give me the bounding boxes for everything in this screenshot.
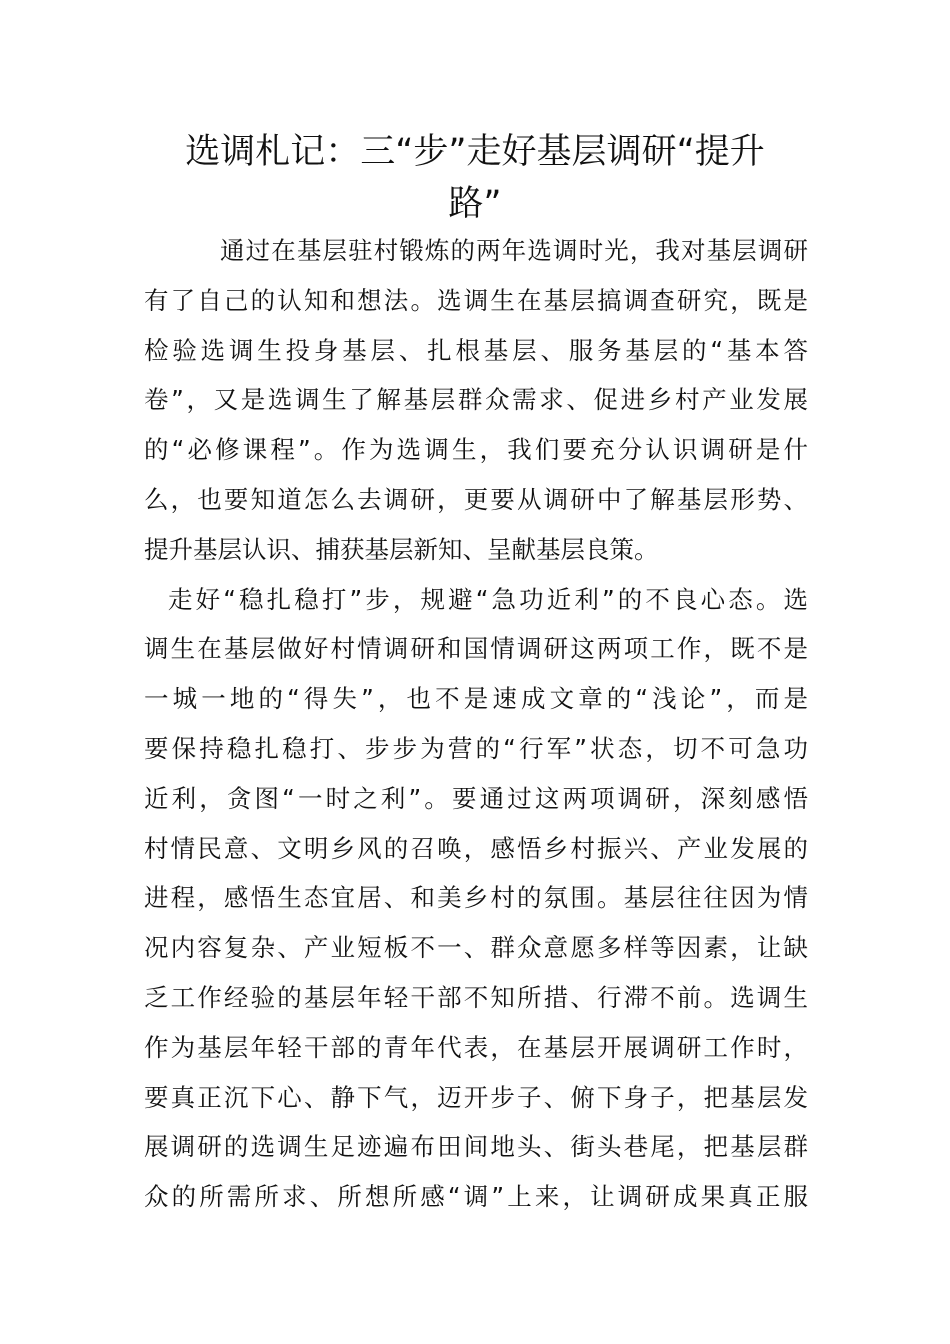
paragraph-step-one (144, 575, 808, 1222)
text-line: 村情民意、文明乡风的召唤，感悟乡村振兴、产业发展的 (144, 833, 808, 863)
document-body (144, 226, 808, 1222)
text-line: 众的所需所求、所想所感“调”上来，让调研成果真正服 (144, 1182, 808, 1212)
text-line: 要真正沉下心、静下气，迈开步子、俯下身子，把基层发 (144, 1082, 808, 1112)
text-line: 近利，贪图“一时之利”。要通过这两项调研，深刻感悟 (144, 783, 808, 813)
text-line: 乏工作经验的基层年轻干部不知所措、行滞不前。选调生 (144, 982, 808, 1012)
text-line: 展调研的选调生足迹遍布田间地头、街头巷尾，把基层群 (144, 1132, 808, 1162)
text-line: 提升基层认识、捕获基层新知、呈献基层良策。 (144, 534, 659, 564)
title-line-1: 选调札记：三“步”走好基层调研“提升 (185, 132, 765, 172)
text-line: 一城一地的“得失”，也不是速成文章的“浅论”，而是 (144, 684, 808, 714)
text-line: 况内容复杂、产业短板不一、群众意愿多样等因素，让缺 (144, 933, 808, 963)
text-line: 进程，感悟生态宜居、和美乡村的氛围。基层往往因为情 (144, 883, 808, 913)
text-line: 的“必修课程”。作为选调生，我们要充分认识调研是什 (144, 435, 808, 465)
text-line: 么，也要知道怎么去调研，更要从调研中了解基层形势、 (144, 484, 808, 514)
paragraph-intro (144, 226, 808, 575)
text-line: 要保持稳扎稳打、步步为营的“行军”状态，切不可急功 (144, 733, 808, 763)
text-line: 检验选调生投身基层、扎根基层、服务基层的“基本答 (144, 335, 808, 365)
text-line: 卷”，又是选调生了解基层群众需求、促进乡村产业发展 (144, 385, 808, 415)
document-title (140, 126, 810, 230)
text-line: 走好“稳扎稳打”步，规避“急功近利”的不良心态。选 (168, 584, 808, 614)
text-line: 有了自己的认知和想法。选调生在基层搞调查研究，既是 (144, 285, 808, 315)
text-line: 作为基层年轻干部的青年代表，在基层开展调研工作时， (144, 1032, 808, 1062)
title-line-2: 路” (448, 184, 502, 224)
text-line: 调生在基层做好村情调研和国情调研这两项工作，既不是 (144, 634, 808, 664)
text-line: 通过在基层驻村锻炼的两年选调时光，我对基层调研 (220, 236, 808, 265)
